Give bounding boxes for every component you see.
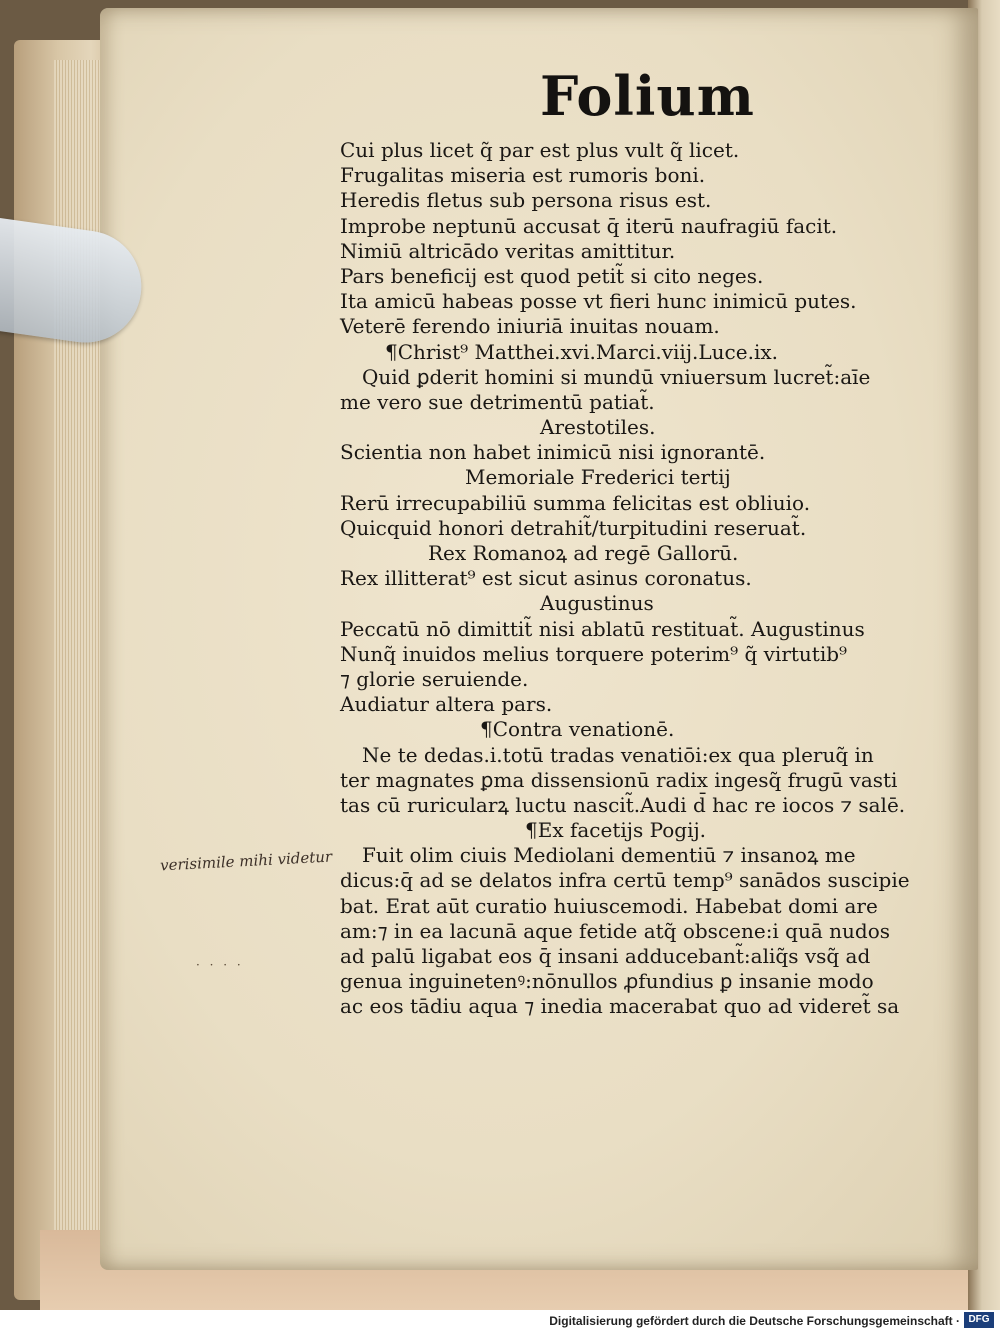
text-line: Augustinus bbox=[540, 591, 654, 616]
text-line: Pars beneficij est quod petit̃ si cito neges. bbox=[340, 263, 764, 288]
text-line: ¶Contra venationē. bbox=[480, 717, 675, 742]
text-line: am:⁊ in ea lacunā aque fetide atq̃ obscene:i quā nudos bbox=[340, 918, 891, 943]
text-line: ⁊ glorie seruiende. bbox=[340, 666, 529, 691]
text-line: Ne te dedas.i.totū tradas venatiōi:ex qua pleruq̃ in bbox=[362, 742, 874, 767]
text-line: dicus:q̄ ad se delatos infra certū temp⁹ sanādos suscipie bbox=[340, 868, 910, 893]
text-line: Frugalitas miseria est rumoris boni. bbox=[340, 163, 706, 188]
text-line: Ita amicū habeas posse vt fieri hunc inimicū putes. bbox=[340, 289, 857, 314]
text-line: Heredis fletus sub persona risus est. bbox=[340, 188, 712, 213]
text-line: bat. Erat aūt curatio huiuscemodi. Habebat domi are bbox=[340, 893, 878, 918]
text-line: Rex illitterat⁹ est sicut asinus coronatus. bbox=[340, 566, 752, 591]
text-line: Peccatū nō dimittit̃ nisi ablatū restituat̃. Augustinus bbox=[340, 616, 865, 641]
text-line: Nunq̃ inuidos melius torquere poterim⁹ q̃ virtutib⁹ bbox=[340, 641, 848, 666]
text-line: Memoriale Frederici tertij bbox=[465, 465, 731, 490]
text-line: Quid ꝑderit homini si mundū vniuersum lucret̃:aīe bbox=[362, 364, 871, 389]
text-line: Scientia non habet inimicū nisi ignorantē. bbox=[340, 440, 766, 465]
handwritten-margin-note: verisimile mihi videtur bbox=[159, 847, 333, 875]
text-line: Quicquid honori detrahit̃/turpitudini reseruat̃. bbox=[340, 515, 807, 540]
text-line: ¶Christ⁹ Matthei.xvi.Marci.viij.Luce.ix. bbox=[385, 339, 778, 364]
text-line: ad palū ligabat eos q̄ insani adducebant̃:aliq̃s vsq̃ ad bbox=[340, 944, 871, 968]
text-line: me vero sue detrimentū patiat̃. bbox=[340, 389, 655, 414]
text-line: Fuit olim ciuis Mediolani dementiū ⁊ insanoꝝ me bbox=[362, 843, 856, 868]
text-line: ac eos tādiu aqua ⁊ inedia macerabat quo ad videret̃ sa bbox=[340, 994, 900, 1019]
text-line: tas cū ruricularꝝ luctu nascit̃.Audi d̄ hac re iocos ⁊ salē. bbox=[340, 792, 906, 817]
text-line: ¶Ex facetijs Pogij. bbox=[525, 818, 707, 843]
page-heading: Folium bbox=[540, 64, 755, 128]
funding-credit: Digitalisierung gefördert durch die Deutsche Forschungsgemeinschaft · bbox=[549, 1314, 960, 1328]
text-line: Audiatur altera pars. bbox=[340, 692, 553, 717]
text-line: Rerū irrecupabiliū summa felicitas est obliuio. bbox=[340, 490, 811, 515]
handwritten-margin-dots: · · · · bbox=[196, 958, 244, 972]
text-line: Cui plus licet q̃ par est plus vult q̃ licet. bbox=[340, 138, 740, 162]
text-line: ter magnates ꝑma dissensionū radix ingesq̃ frugū vasti bbox=[340, 767, 898, 792]
page-text-block bbox=[340, 138, 910, 1020]
text-line: Nimiū altricādo veritas amittitur. bbox=[340, 238, 676, 263]
text-line: Arestotiles. bbox=[540, 415, 656, 440]
text-line: Veterē ferendo iniuriā inuitas nouam. bbox=[340, 314, 720, 339]
text-line: Improbe neptunū accusat q̄ iterū naufragiū facit. bbox=[340, 213, 838, 238]
text-line: genua inguinetenꝰ:nōnullos ꝓfundius ꝑ insanie modo bbox=[340, 969, 874, 994]
text-line: Rex Romanoꝝ ad regē Gallorū. bbox=[428, 541, 739, 565]
dfg-logo: DFG bbox=[964, 1312, 994, 1328]
